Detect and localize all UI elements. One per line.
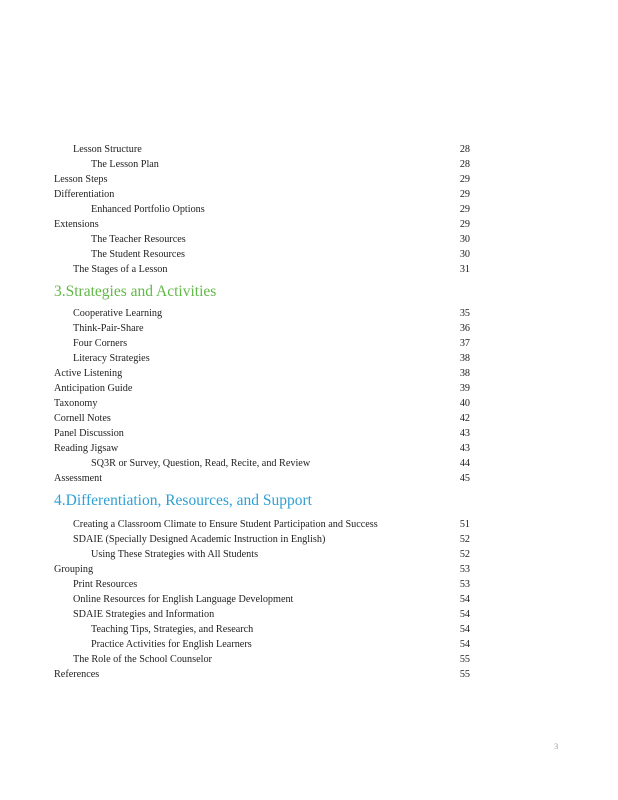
toc-entry-label: Think-Pair-Share xyxy=(73,323,144,334)
toc-entry-label: Print Resources xyxy=(73,579,138,590)
toc-entry-page: 42 xyxy=(459,413,470,424)
toc-entry-label: Grouping xyxy=(54,564,94,575)
toc-entry-label: The Teacher Resources xyxy=(91,234,186,245)
toc-entry-page: 30 xyxy=(459,234,470,245)
toc-entry xyxy=(54,471,470,486)
toc-entry-label: Lesson Steps xyxy=(54,174,108,185)
toc-entry-page: 54 xyxy=(459,624,470,635)
toc-entry xyxy=(54,381,470,396)
toc-entry-label: The Student Resources xyxy=(91,249,185,260)
toc-entry xyxy=(54,247,470,262)
toc-entry-page: 30 xyxy=(459,249,470,260)
toc-entry-page: 29 xyxy=(459,174,470,185)
toc-entry xyxy=(54,667,470,682)
toc-entry-page: 54 xyxy=(459,639,470,650)
toc-entry-label: Panel Discussion xyxy=(54,428,124,439)
toc-entry-label: The Stages of a Lesson xyxy=(73,264,168,275)
toc-entry-label: Using These Strategies with All Students xyxy=(91,549,259,560)
toc-entry xyxy=(54,351,470,366)
toc-entry-label: Four Corners xyxy=(73,338,128,349)
toc-entry xyxy=(54,517,470,532)
toc-entry xyxy=(54,456,470,471)
toc-entry-label: SDAIE (Specially Designed Academic Instruction in English) xyxy=(73,534,326,545)
section-heading-differentiation: 4.Differentiation, Resources, and Support xyxy=(54,492,312,509)
toc-entry-page: 43 xyxy=(459,428,470,439)
toc-entry xyxy=(54,637,470,652)
toc-entry-label: Extensions xyxy=(54,219,99,230)
toc-entry-label: Literacy Strategies xyxy=(73,353,150,364)
toc-entry-page: 52 xyxy=(459,549,470,560)
toc-entry-label: Teaching Tips, Strategies, and Research xyxy=(91,624,254,635)
toc-entry-page: 31 xyxy=(459,264,470,275)
toc-entry xyxy=(54,592,470,607)
toc-entry-label: The Lesson Plan xyxy=(91,159,159,170)
toc-entry xyxy=(54,157,470,172)
toc-entry xyxy=(54,532,470,547)
toc-entry-page: 40 xyxy=(459,398,470,409)
toc-entry-label: Reading Jigsaw xyxy=(54,443,119,454)
toc-entry-page: 29 xyxy=(459,219,470,230)
toc-entry xyxy=(54,262,470,277)
toc-entry-label: The Role of the School Counselor xyxy=(73,654,212,665)
toc-entry-page: 44 xyxy=(459,458,470,469)
toc-entry-page: 51 xyxy=(459,519,470,530)
toc-entry-label: Taxonomy xyxy=(54,398,98,409)
toc-entry-page: 36 xyxy=(459,323,470,334)
toc-entry xyxy=(54,652,470,667)
toc-entry-label: Enhanced Portfolio Options xyxy=(91,204,205,215)
toc-entry-label: Cornell Notes xyxy=(54,413,111,424)
toc-entry-page: 45 xyxy=(459,473,470,484)
page-number: 3 xyxy=(554,741,559,751)
toc-entry-page: 28 xyxy=(459,144,470,155)
toc-entry-page: 55 xyxy=(459,654,470,665)
toc-entry xyxy=(54,232,470,247)
toc-entry-page: 37 xyxy=(459,338,470,349)
toc-entry-label: References xyxy=(54,669,100,680)
toc-entry-label: SQ3R or Survey, Question, Read, Recite, and Review xyxy=(91,458,311,469)
toc-entry xyxy=(54,306,470,321)
toc-entry-label: Online Resources for English Language Development xyxy=(73,594,294,605)
toc-entry xyxy=(54,607,470,622)
toc-entry-label: Active Listening xyxy=(54,368,123,379)
section-heading-strategies: 3.Strategies and Activities xyxy=(54,283,217,300)
toc-entry-page: 53 xyxy=(459,579,470,590)
toc-entry-label: Practice Activities for English Learners xyxy=(91,639,252,650)
toc-entry-label: Differentiation xyxy=(54,189,115,200)
toc-entry xyxy=(54,562,470,577)
toc-entry xyxy=(54,547,470,562)
toc-entry-page: 29 xyxy=(459,204,470,215)
toc-entry-page: 38 xyxy=(459,368,470,379)
toc-entry xyxy=(54,622,470,637)
toc-entry-page: 53 xyxy=(459,564,470,575)
toc-entry-page: 28 xyxy=(459,159,470,170)
toc-entry-page: 29 xyxy=(459,189,470,200)
toc-entry xyxy=(54,411,470,426)
toc-group-2 xyxy=(54,306,470,486)
toc-entry-page: 54 xyxy=(459,594,470,605)
toc-entry-page: 55 xyxy=(459,669,470,680)
toc-entry xyxy=(54,366,470,381)
toc-entry xyxy=(54,426,470,441)
toc-entry-page: 39 xyxy=(459,383,470,394)
toc-entry-label: Cooperative Learning xyxy=(73,308,163,319)
toc-entry xyxy=(54,142,470,157)
toc-entry xyxy=(54,217,470,232)
toc-entry-page: 35 xyxy=(459,308,470,319)
toc-entry xyxy=(54,577,470,592)
toc-entry xyxy=(54,187,470,202)
toc-entry-label: Anticipation Guide xyxy=(54,383,133,394)
toc-entry-label: Assessment xyxy=(54,473,103,484)
toc-entry-page: 52 xyxy=(459,534,470,545)
toc-entry-label: Lesson Structure xyxy=(73,144,142,155)
toc-entry xyxy=(54,336,470,351)
toc-entry-label: Creating a Classroom Climate to Ensure Student Participation and Success xyxy=(73,519,378,530)
toc-entry-page: 38 xyxy=(459,353,470,364)
toc-group-1 xyxy=(54,142,470,277)
toc-entry xyxy=(54,396,470,411)
toc-entry xyxy=(54,172,470,187)
table-of-contents xyxy=(54,142,470,682)
toc-entry xyxy=(54,441,470,456)
toc-entry xyxy=(54,321,470,336)
toc-entry xyxy=(54,202,470,217)
toc-entry-label: SDAIE Strategies and Information xyxy=(73,609,215,620)
toc-entry-page: 43 xyxy=(459,443,470,454)
toc-entry-page: 54 xyxy=(459,609,470,620)
toc-group-3 xyxy=(54,517,470,682)
